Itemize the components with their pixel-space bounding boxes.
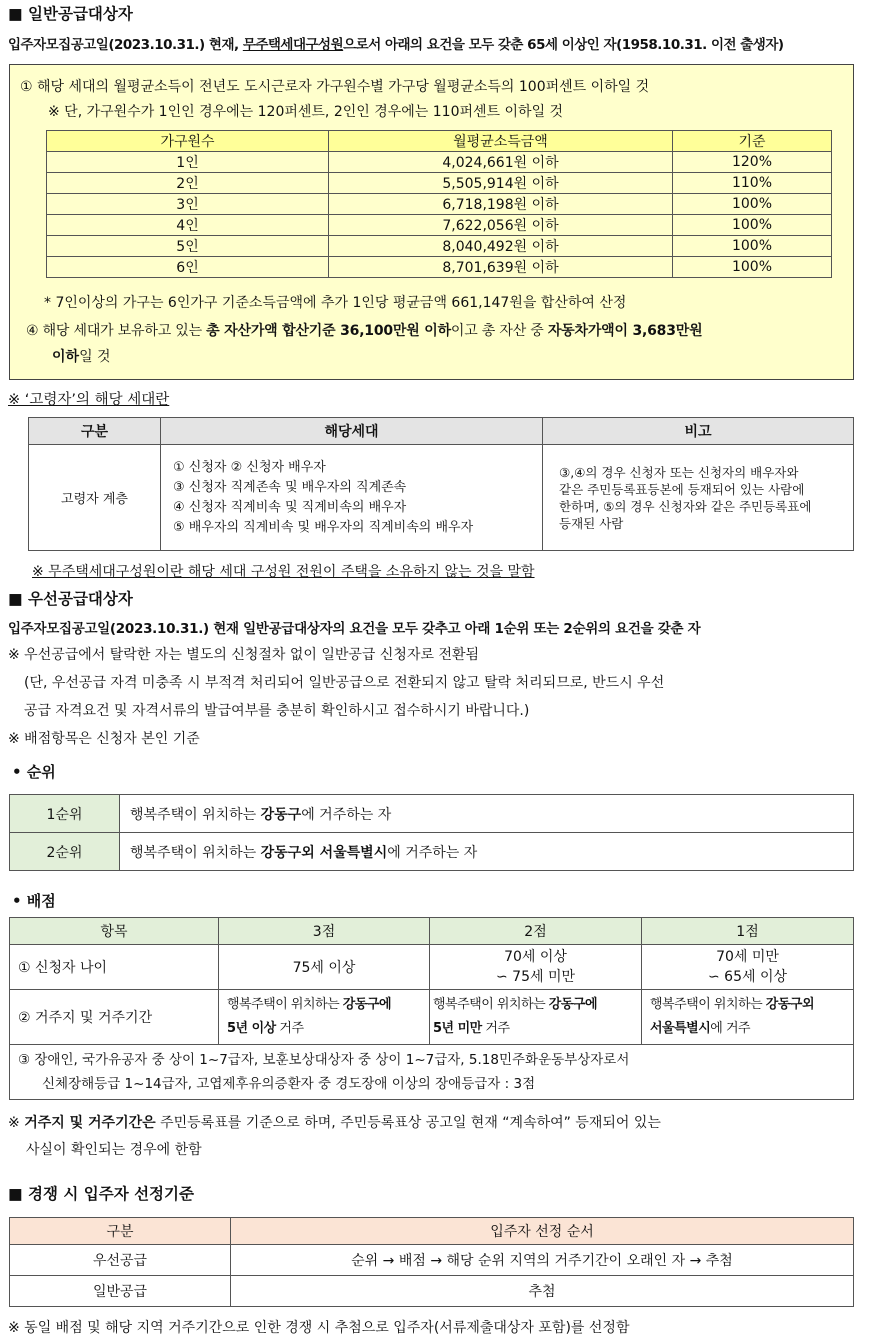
score-header-item: 항목	[10, 918, 219, 945]
elderly-title: ※ ‘고령자’의 해당 세대란	[8, 392, 170, 408]
score-row-disability	[10, 1045, 854, 1100]
rank-table	[9, 794, 854, 871]
income-row	[47, 194, 832, 215]
priority-note-3: 공급 자격요건 및 자격서류의 발급여부를 충분히 확인하시고 접수하시기 바랍니다.)	[24, 703, 530, 719]
income-size: 2인	[47, 173, 329, 194]
income-row	[47, 152, 832, 173]
competition-row	[10, 1276, 854, 1307]
requirement-1: ① 해당 세대의 월평균소득이 전년도 도시근로자 가구원수별 가구당 월평균소득의 100퍼센트 이하일 것	[20, 79, 650, 95]
income-pct: 110%	[673, 173, 832, 194]
income-amount: 6,718,198원 이하	[329, 194, 673, 215]
income-pct: 100%	[673, 257, 832, 278]
general-supply-heading: ■ 일반공급대상자	[8, 5, 133, 23]
priority-intro: 입주자모집공고일(2023.10.31.) 현재 일반공급대상자의 요건을 모두 갖추고 아래 1순위 또는 2순위의 요건을 갖춘 자	[8, 621, 701, 637]
competition-header-order: 입주자 선정 순서	[231, 1218, 854, 1245]
income-size: 3인	[47, 194, 329, 215]
income-footnote: * 7인이상의 가구는 6인가구 기준소득금액에 추가 1인당 평균금액 661,147원을 합산하여 산정	[44, 295, 627, 311]
residence-score-2: 행복주택이 위치하는 강동구에 5년 미만 거주	[430, 990, 642, 1045]
income-amount: 8,701,639원 이하	[329, 257, 673, 278]
priority-note-4: ※ 배점항목은 신청자 본인 기준	[8, 731, 200, 747]
rank-row-1	[10, 795, 854, 833]
income-row	[47, 257, 832, 278]
competition-note: ※ 동일 배점 및 해당 지역 거주기간으로 인한 경쟁 시 추첨으로 입주자(서류제출대상자 포함)를 선정함	[8, 1320, 630, 1336]
income-table	[46, 130, 832, 278]
household-line: ③ 신청자 직계존속 및 배우자의 직계존속	[173, 479, 407, 495]
score-row-residence	[10, 990, 854, 1045]
income-size: 5인	[47, 236, 329, 257]
age-score-3: 75세 이상	[219, 945, 430, 990]
rank-row-2	[10, 833, 854, 871]
competition-order: 순위 → 배점 → 해당 순위 지역의 거주기간이 오래인 자 → 추첨	[231, 1245, 854, 1276]
income-size: 6인	[47, 257, 329, 278]
rank-1-desc: 행복주택이 위치하는 강동구에 거주하는 자	[120, 795, 854, 833]
age-score-2: 70세 이상 ∽ 75세 미만	[430, 945, 642, 990]
priority-note-2: (단, 우선공급 자격 미충족 시 부적격 처리되어 일반공급으로 전환되지 않고 탈락 처리되므로, 반드시 우선	[24, 675, 665, 691]
income-row	[47, 236, 832, 257]
household-line: ⑤ 배우자의 직계비속 및 배우자의 직계비속의 배우자	[173, 519, 474, 535]
score-header-3: 3점	[219, 918, 430, 945]
disability-line-2: 신체장해등급 1~14급자, 고엽제후유의증환자 중 경도장애 이상의 장애등급자 : 3점	[42, 1076, 536, 1092]
income-header-amount: 월평균소득금액	[329, 131, 673, 152]
elderly-remark	[543, 445, 854, 551]
income-table-header	[47, 131, 832, 152]
disability-score	[10, 1045, 854, 1100]
residence-label: ② 거주지 및 거주기간	[10, 990, 219, 1045]
rank-1-label: 1순위	[10, 795, 120, 833]
elderly-header-category: 구분	[29, 418, 161, 445]
income-size: 4인	[47, 215, 329, 236]
elderly-row	[29, 445, 854, 551]
competition-order: 추첨	[231, 1276, 854, 1307]
priority-supply-heading: ■ 우선공급대상자	[8, 590, 133, 608]
income-amount: 4,024,661원 이하	[329, 152, 673, 173]
competition-heading: ■ 경쟁 시 입주자 선정기준	[8, 1185, 194, 1203]
competition-header-type: 구분	[10, 1218, 231, 1245]
elderly-header-household: 해당세대	[161, 418, 543, 445]
income-pct: 100%	[673, 194, 832, 215]
residence-note-cont: 사실이 확인되는 경우에 한함	[26, 1142, 202, 1158]
score-table-header	[10, 918, 854, 945]
score-table	[9, 917, 854, 1100]
household-line: ④ 신청자 직계비속 및 직계비속의 배우자	[173, 499, 407, 515]
income-header-pct: 기준	[673, 131, 832, 152]
competition-table-header	[10, 1218, 854, 1245]
competition-row	[10, 1245, 854, 1276]
income-amount: 8,040,492원 이하	[329, 236, 673, 257]
rank-2-desc: 행복주택이 위치하는 강동구외 서울특별시에 거주하는 자	[120, 833, 854, 871]
score-title: • 배점	[12, 892, 56, 910]
score-header-1: 1점	[642, 918, 854, 945]
requirement-4-cont: 이하일 것	[52, 349, 111, 365]
requirement-4: ④ 해당 세대가 보유하고 있는 총 자산가액 합산기준 36,100만원 이하이고 총 자산 중 자동차가액이 3,683만원	[26, 323, 703, 339]
income-row	[47, 215, 832, 236]
elderly-header-remark: 비고	[543, 418, 854, 445]
residence-score-3: 행복주택이 위치하는 강동구에 5년 이상 거주	[219, 990, 430, 1045]
age-score-1: 70세 미만 ∽ 65세 이상	[642, 945, 854, 990]
income-row	[47, 173, 832, 194]
remark-line: 한하며, ⑤의 경우 신청자와 같은 주민등록표에	[559, 498, 812, 514]
elderly-category: 고령자 계층	[29, 445, 161, 551]
elderly-household	[161, 445, 543, 551]
elderly-table-header	[29, 418, 854, 445]
competition-table	[9, 1217, 854, 1307]
rank-title: • 순위	[12, 763, 56, 781]
rank-2-label: 2순위	[10, 833, 120, 871]
income-amount: 5,505,914원 이하	[329, 173, 673, 194]
age-label: ① 신청자 나이	[10, 945, 219, 990]
remark-line: 같은 주민등록표등본에 등재되어 있는 사람에	[559, 481, 805, 497]
elderly-table	[28, 417, 854, 551]
residence-score-1: 행복주택이 위치하는 강동구외 서울특별시에 거주	[642, 990, 854, 1045]
income-amount: 7,622,056원 이하	[329, 215, 673, 236]
income-header-size: 가구원수	[47, 131, 329, 152]
general-intro: 입주자모집공고일(2023.10.31.) 현재, 무주택세대구성원으로서 아래의 요건을 모두 갖춘 65세 이상인 자(1958.10.31. 이전 출생자)	[8, 37, 784, 53]
score-row-age	[10, 945, 854, 990]
disability-line-1: ③ 장애인, 국가유공자 중 상이 1~7급자, 보훈보상대상자 중 상이 1~7급자, 5.18민주화운동부상자로서	[18, 1052, 630, 1068]
priority-note-1: ※ 우선공급에서 탈락한 자는 별도의 신청절차 없이 일반공급 신청자로 전환됨	[8, 647, 480, 663]
income-pct: 100%	[673, 236, 832, 257]
homeless-note: ※ 무주택세대구성원이란 해당 세대 구성원 전원이 주택을 소유하지 않는 것을 말함	[32, 564, 535, 580]
competition-type: 우선공급	[10, 1245, 231, 1276]
competition-type: 일반공급	[10, 1276, 231, 1307]
requirement-1-note: ※ 단, 가구원수가 1인인 경우에는 120퍼센트, 2인인 경우에는 110퍼센트 이하일 것	[48, 104, 564, 120]
score-header-2: 2점	[430, 918, 642, 945]
residence-note: ※ 거주지 및 거주기간은 주민등록표를 기준으로 하며, 주민등록표상 공고일 현재 “계속하여” 등재되어 있는	[8, 1115, 661, 1131]
remark-line: 등재된 사람	[559, 515, 624, 531]
income-pct: 120%	[673, 152, 832, 173]
income-pct: 100%	[673, 215, 832, 236]
income-size: 1인	[47, 152, 329, 173]
remark-line: ③,④의 경우 신청자 또는 신청자의 배우자와	[559, 464, 799, 480]
household-line: ① 신청자 ② 신청자 배우자	[173, 459, 326, 475]
